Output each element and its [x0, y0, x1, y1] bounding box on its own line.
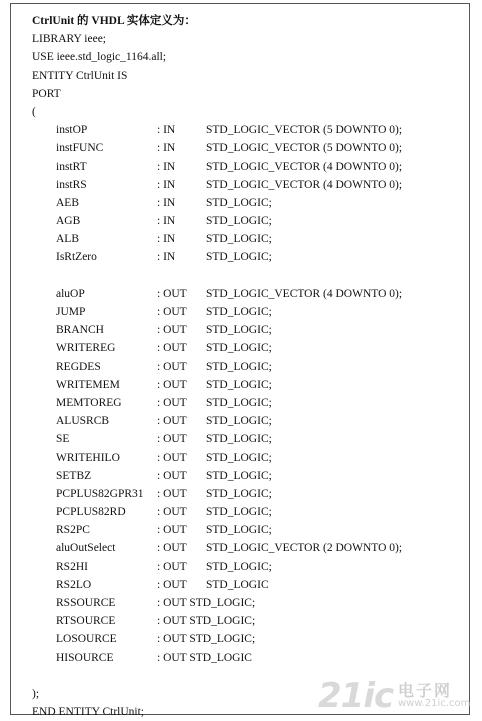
port-row [32, 339, 452, 357]
source-ports-list [32, 594, 452, 667]
port-row [32, 630, 452, 648]
port-type: STD_LOGIC_VECTOR (4 DOWNTO 0); [206, 160, 403, 173]
port-name: RTSOURCE [56, 615, 116, 628]
watermark [318, 676, 471, 716]
port-direction: : OUT [157, 524, 187, 537]
port-direction: : OUT [157, 306, 187, 318]
port-type: STD_LOGIC_VECTOR (5 DOWNTO 0); [206, 142, 403, 155]
port-row [32, 649, 452, 667]
port-name: REGDES [56, 360, 101, 373]
port-type: STD_LOGIC; [206, 360, 272, 373]
port-name: IsRtZero [56, 251, 97, 264]
port-name: RS2LO [56, 578, 92, 591]
port-name: AGB [56, 215, 81, 228]
port-type: STD_LOGIC; [206, 196, 272, 209]
port-type: STD_LOGIC; [206, 324, 272, 337]
port-direction: : OUT [157, 560, 187, 573]
port-declaration: : OUT STD_LOGIC; [157, 597, 256, 609]
port-direction: : IN [157, 233, 176, 246]
port-direction: : IN [157, 124, 176, 137]
code-line-use: USE ieee.std_logic_1164.all; [32, 51, 167, 64]
port-direction: : OUT [157, 487, 187, 500]
input-ports-list [32, 121, 452, 267]
port-row [32, 358, 452, 376]
port-type: STD_LOGIC; [206, 560, 272, 573]
port-direction: : OUT [157, 578, 187, 591]
port-direction: : OUT [157, 360, 187, 373]
port-type: STD_LOGIC_VECTOR (2 DOWNTO 0); [206, 542, 403, 555]
port-name: LOSOURCE [56, 633, 117, 646]
port-name: ALB [56, 233, 79, 246]
port-row [32, 285, 452, 303]
port-name: RS2HI [56, 560, 88, 573]
port-direction: : IN [157, 142, 176, 155]
port-row [32, 503, 452, 521]
port-name: SETBZ [56, 469, 92, 482]
port-row [32, 158, 452, 176]
port-type: STD_LOGIC; [206, 306, 272, 318]
port-row [32, 321, 452, 339]
port-row [32, 376, 452, 394]
watermark-name: 电子网 [398, 681, 453, 700]
port-type: STD_LOGIC; [206, 251, 272, 264]
port-type: STD_LOGIC; [206, 487, 272, 500]
port-name: instRT [56, 160, 87, 173]
port-name: AEB [56, 196, 79, 209]
output-ports-list [32, 285, 452, 594]
port-name: RS2PC [56, 524, 90, 537]
port-name: WRITEREG [56, 342, 116, 355]
port-name: PCPLUS82RD [56, 506, 126, 519]
port-name: instRS [56, 178, 87, 191]
port-direction: : OUT [157, 396, 187, 409]
port-name: PCPLUS82GPR31 [56, 487, 144, 500]
port-name: BRANCH [56, 324, 104, 337]
blank-line [32, 267, 452, 285]
port-row [32, 430, 452, 448]
port-row [32, 558, 452, 576]
port-direction: : IN [157, 215, 176, 228]
port-direction: : IN [157, 160, 176, 173]
port-type: STD_LOGIC; [206, 469, 272, 482]
port-direction: : OUT [157, 342, 187, 355]
port-name: SE [56, 433, 70, 446]
port-direction: : IN [157, 178, 176, 191]
port-name: WRITEMEM [56, 378, 120, 391]
port-row [32, 485, 452, 503]
port-type: STD_LOGIC; [206, 378, 272, 391]
port-row [32, 521, 452, 539]
port-type: STD_LOGIC; [206, 233, 272, 246]
port-name: instOP [56, 124, 88, 137]
port-type: STD_LOGIC; [206, 396, 272, 409]
port-type: STD_LOGIC; [206, 342, 272, 355]
port-row [32, 248, 452, 266]
code-line-end-entity: END ENTITY CtrlUnit; [32, 706, 145, 719]
port-name: HISOURCE [56, 651, 114, 664]
document-title: CtrlUnit 的 VHDL 实体定义为： [32, 15, 196, 27]
port-row [32, 467, 452, 485]
port-direction: : OUT [157, 378, 187, 391]
port-name: JUMP [56, 306, 86, 318]
port-row [32, 539, 452, 557]
port-row [32, 212, 452, 230]
port-row [32, 576, 452, 594]
port-declaration: : OUT STD_LOGIC; [157, 615, 256, 628]
port-row [32, 612, 452, 630]
port-direction: : OUT [157, 287, 187, 300]
port-direction: : OUT [157, 542, 187, 555]
watermark-logo: 21ic [318, 676, 394, 716]
port-name: ALUSRCB [56, 415, 110, 428]
port-name: WRITEHILO [56, 451, 120, 464]
port-direction: : OUT [157, 324, 187, 337]
port-direction: : OUT [157, 469, 187, 482]
port-type: STD_LOGIC_VECTOR (4 DOWNTO 0); [206, 178, 403, 191]
port-name: aluOP [56, 287, 85, 300]
port-row [32, 303, 452, 321]
port-type: STD_LOGIC; [206, 506, 272, 519]
port-direction: : OUT [157, 451, 187, 464]
port-declaration: : OUT STD_LOGIC; [157, 633, 256, 646]
code-line-close-paren: ); [32, 687, 40, 700]
port-direction: : OUT [157, 433, 187, 446]
watermark-url: www.21ic.com [398, 698, 471, 709]
port-type: STD_LOGIC [206, 578, 269, 591]
port-row [32, 176, 452, 194]
vhdl-code-block [32, 12, 452, 721]
port-row [32, 412, 452, 430]
port-declaration: : OUT STD_LOGIC [157, 651, 252, 664]
port-row [32, 121, 452, 139]
port-direction: : IN [157, 196, 176, 209]
code-line-entity: ENTITY CtrlUnit IS [32, 69, 128, 82]
port-row [32, 194, 452, 212]
port-name: instFUNC [56, 142, 104, 155]
port-name: aluOutSelect [56, 542, 116, 555]
port-type: STD_LOGIC; [206, 215, 272, 228]
port-row [32, 230, 452, 248]
code-line-open-paren: ( [32, 105, 36, 118]
port-type: STD_LOGIC; [206, 451, 272, 464]
port-direction: : OUT [157, 415, 187, 428]
port-row [32, 394, 452, 412]
code-line-port: PORT [32, 87, 61, 100]
port-type: STD_LOGIC_VECTOR (4 DOWNTO 0); [206, 287, 403, 300]
port-direction: : OUT [157, 506, 187, 519]
port-name: RSSOURCE [56, 597, 116, 609]
port-type: STD_LOGIC_VECTOR (5 DOWNTO 0); [206, 124, 403, 137]
port-row [32, 449, 452, 467]
port-type: STD_LOGIC; [206, 415, 272, 428]
port-type: STD_LOGIC; [206, 524, 272, 537]
code-line-library: LIBRARY ieee; [32, 33, 106, 46]
port-type: STD_LOGIC; [206, 433, 272, 446]
port-row [32, 139, 452, 157]
port-direction: : IN [157, 251, 176, 264]
port-row [32, 594, 452, 612]
port-name: MEMTOREG [56, 396, 122, 409]
